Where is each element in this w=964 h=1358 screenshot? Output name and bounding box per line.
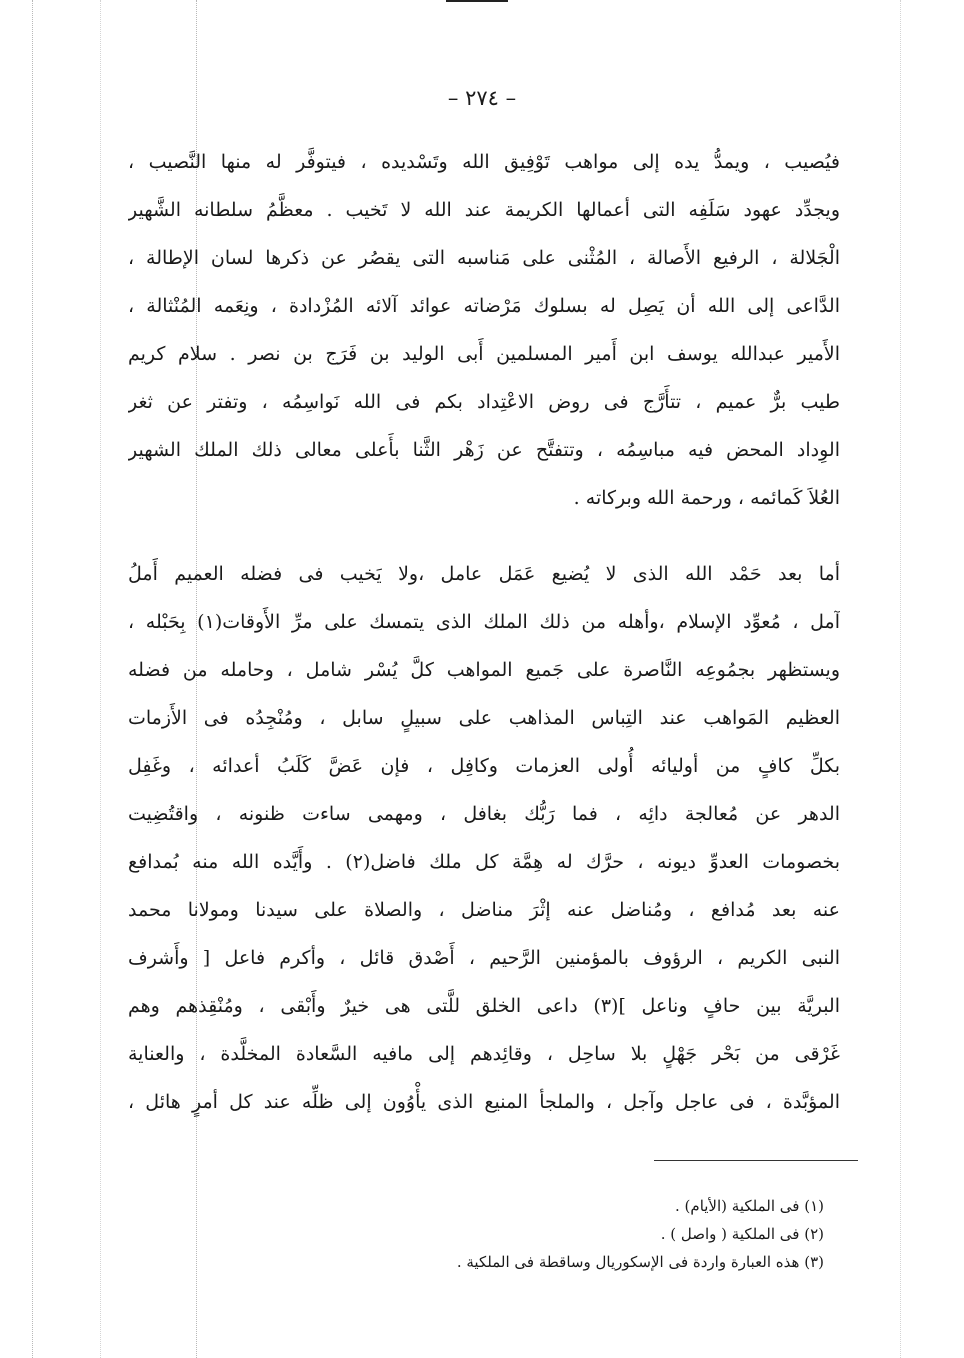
text-line: بكلِّ كافٍ من أوليائه أُولى العزمات وكافِل ، فإن عَضَّ كَلَبُ أعدائه ، وغَفِل — [128, 755, 840, 777]
text-line: ويجدِّد عهود سَلَفِه التى أعمالها الكريمة عند الله لا تَخيب . معظَّمُ سلطانه الشَّهير — [128, 199, 840, 221]
footnote-separator — [654, 1160, 858, 1161]
scan-guide-line — [32, 0, 33, 1358]
text-line: ويستظهر بجمُوعِه النَّاصرة على جَميع المواهب كلَّ يُسْر شامل ، وحامله من فضله — [128, 659, 840, 681]
text-line: الوِداد المحض فيه مباسِمُه ، وتتفتَّح عن زَهْر الثَّنا بأَعلى معالى ذلك الملك الشهير — [128, 439, 840, 461]
text-line: الدهر عن مُعالجة دائِه ، فما رَبُّك بغافل ، ومهمى ساءت ظنونه ، واقتُضِيت — [128, 803, 840, 825]
text-line: النبى الكريم ، الرؤوف بالمؤمنين الرَّحيم ، أَصْدق قائل ، وأكرم فاعل [ وأَشرف — [128, 947, 840, 969]
text-line: الْجَلالة ، الرفيع الأَصالة ، المُثْنى على مَناسبه التى يقصُر عن ذكرها لسان الإطالة ، — [128, 247, 840, 269]
paragraph-main — [128, 550, 840, 1126]
text-line: عنه بعد مُدافع ، ومُناضل عنه إثْرَ مناضل ، والصلاة على سيدنا ومولانا محمد — [128, 899, 840, 921]
footnote-item: (٢) فى الملكية ( واصل ) . — [660, 1225, 824, 1243]
text-line: بخصومات العدوِّ ديونه ، حرَّك له هِمَّة كل ملك فاضل(٢) . وأَيَّده الله منه بُمدافع — [128, 851, 840, 873]
text-line: آمل ، مُعوِّد الإسلام ،وأهله من ذلك الملك الذى يتمسك على مرِّ الأَوقات(١) بِحَبْله ، — [128, 611, 840, 633]
page-number: – ٢٧٤ – — [447, 86, 517, 110]
text-line: غَرْقى من بَحْر جَهْلٍ بلا ساحِل ، وقائِدهم إلى مافيه السَّعادة المخلَّدة ، والعناية — [128, 1043, 840, 1065]
text-line: العظيم المَواهب عند التِباس المذاهب على سبيلٍ سابل ، ومُنْجِدُه فى الأَزمات — [128, 707, 840, 729]
text-line: طيب برٌّ عميم ، تتأَرَّج فى روض الاعْتِداد بكم فى الله نَواسِمُه ، وتفتر عن ثغر — [128, 391, 840, 413]
scan-guide-line — [100, 0, 101, 1358]
paragraph-greeting — [128, 138, 840, 522]
text-line: الدَّاعى إلى الله أن يَصِل له بسلوك مَرْضاته عوائد آلائه المُزْدادة ، ونِعَمه المُنْثالة ، — [128, 295, 840, 317]
footnote-item: (٣) هذه العبارة واردة فى الإسكوريال وساقطة فى الملكية . — [456, 1253, 824, 1271]
scan-guide-line — [900, 0, 901, 1358]
top-edge-mark — [446, 0, 508, 2]
footnote-item: (١) فى الملكية (الأيام) . — [675, 1197, 824, 1215]
text-line: المؤبَّدة ، فى عاجل وآجل ، والملجأ المنيع الذى يأْوُون إلى ظلِّه عند كل أمرٍ هائل ، — [128, 1091, 840, 1113]
text-line: فيُصيب ، ويمدُّ يده إلى مواهب تَوْفِيق الله وتَسْديده ، فيتوفَّر له منها النَّصيب ، — [128, 151, 840, 173]
text-line: العُلاَ كَمائمه ، ورحمة الله وبركاته . — [573, 487, 840, 509]
text-line: البريَّة بين حافٍ وناعل ](٣) داعى الخلق للَّتى هى خيرٌ وأَبْقى ، ومُنْقِذهم وهم — [128, 995, 840, 1017]
text-line: الأَمير عبدالله يوسف ابن أَمير المسلمين أَبى الوليد بن فَرَج بن نصر . سلام كريم — [128, 343, 840, 365]
footnotes — [304, 1192, 824, 1276]
text-line: أما بعد حَمْد الله الذى لا يُضيع عَمَل عامل ،ولا يَخيب فى فضله العميم أَملُ — [128, 563, 840, 585]
